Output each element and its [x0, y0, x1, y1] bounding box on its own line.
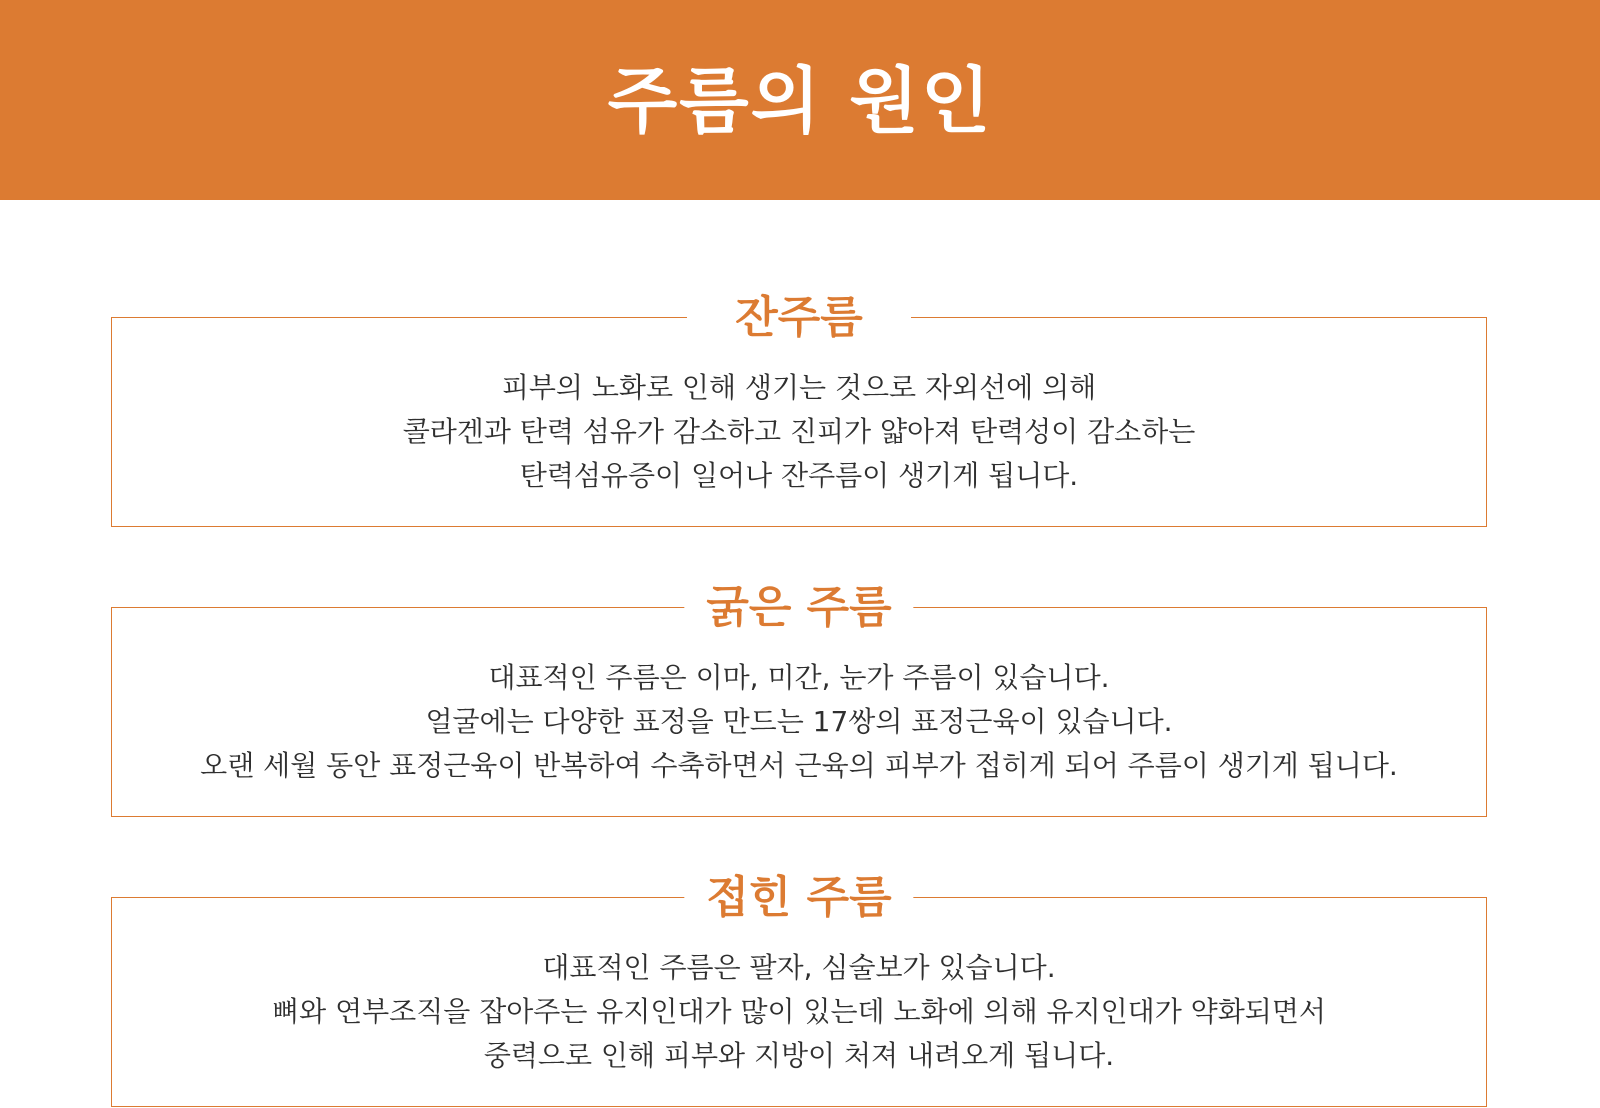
body-line: 피부의 노화로 인해 생기는 것으로 자외선에 의해 — [501, 371, 1097, 404]
header-banner — [0, 0, 1600, 200]
section-title: 접힌 주름 — [684, 874, 913, 922]
section-fine-wrinkles — [111, 292, 1487, 527]
page-title: 주름의 원인 — [607, 58, 993, 143]
section-body — [112, 366, 1486, 498]
section-folded-wrinkles — [111, 872, 1487, 1107]
section-title: 굵은 주름 — [684, 584, 913, 632]
section-deep-wrinkles — [111, 582, 1487, 817]
body-line: 콜라겐과 탄력 섬유가 감소하고 진피가 얇아져 탄력성이 감소하는 — [402, 415, 1196, 448]
body-line: 뼈와 연부조직을 잡아주는 유지인대가 많이 있는데 노화에 의해 유지인대가 약화되면서 — [272, 995, 1326, 1028]
body-line: 오랜 세월 동안 표정근육이 반복하여 수축하면서 근육의 피부가 접히게 되어 주름이 생기게 됩니다. — [200, 749, 1398, 782]
body-line: 중력으로 인해 피부와 지방이 처져 내려오게 됩니다. — [483, 1039, 1115, 1072]
body-line: 얼굴에는 다양한 표정을 만드는 17쌍의 표정근육이 있습니다. — [425, 705, 1173, 738]
section-title: 잔주름 — [687, 294, 911, 342]
body-line: 대표적인 주름은 이마, 미간, 눈가 주름이 있습니다. — [488, 661, 1110, 694]
section-body — [112, 656, 1486, 788]
section-body — [112, 946, 1486, 1078]
body-line: 탄력섬유증이 일어나 잔주름이 생기게 됩니다. — [519, 459, 1079, 492]
body-line: 대표적인 주름은 팔자, 심술보가 있습니다. — [542, 951, 1056, 984]
